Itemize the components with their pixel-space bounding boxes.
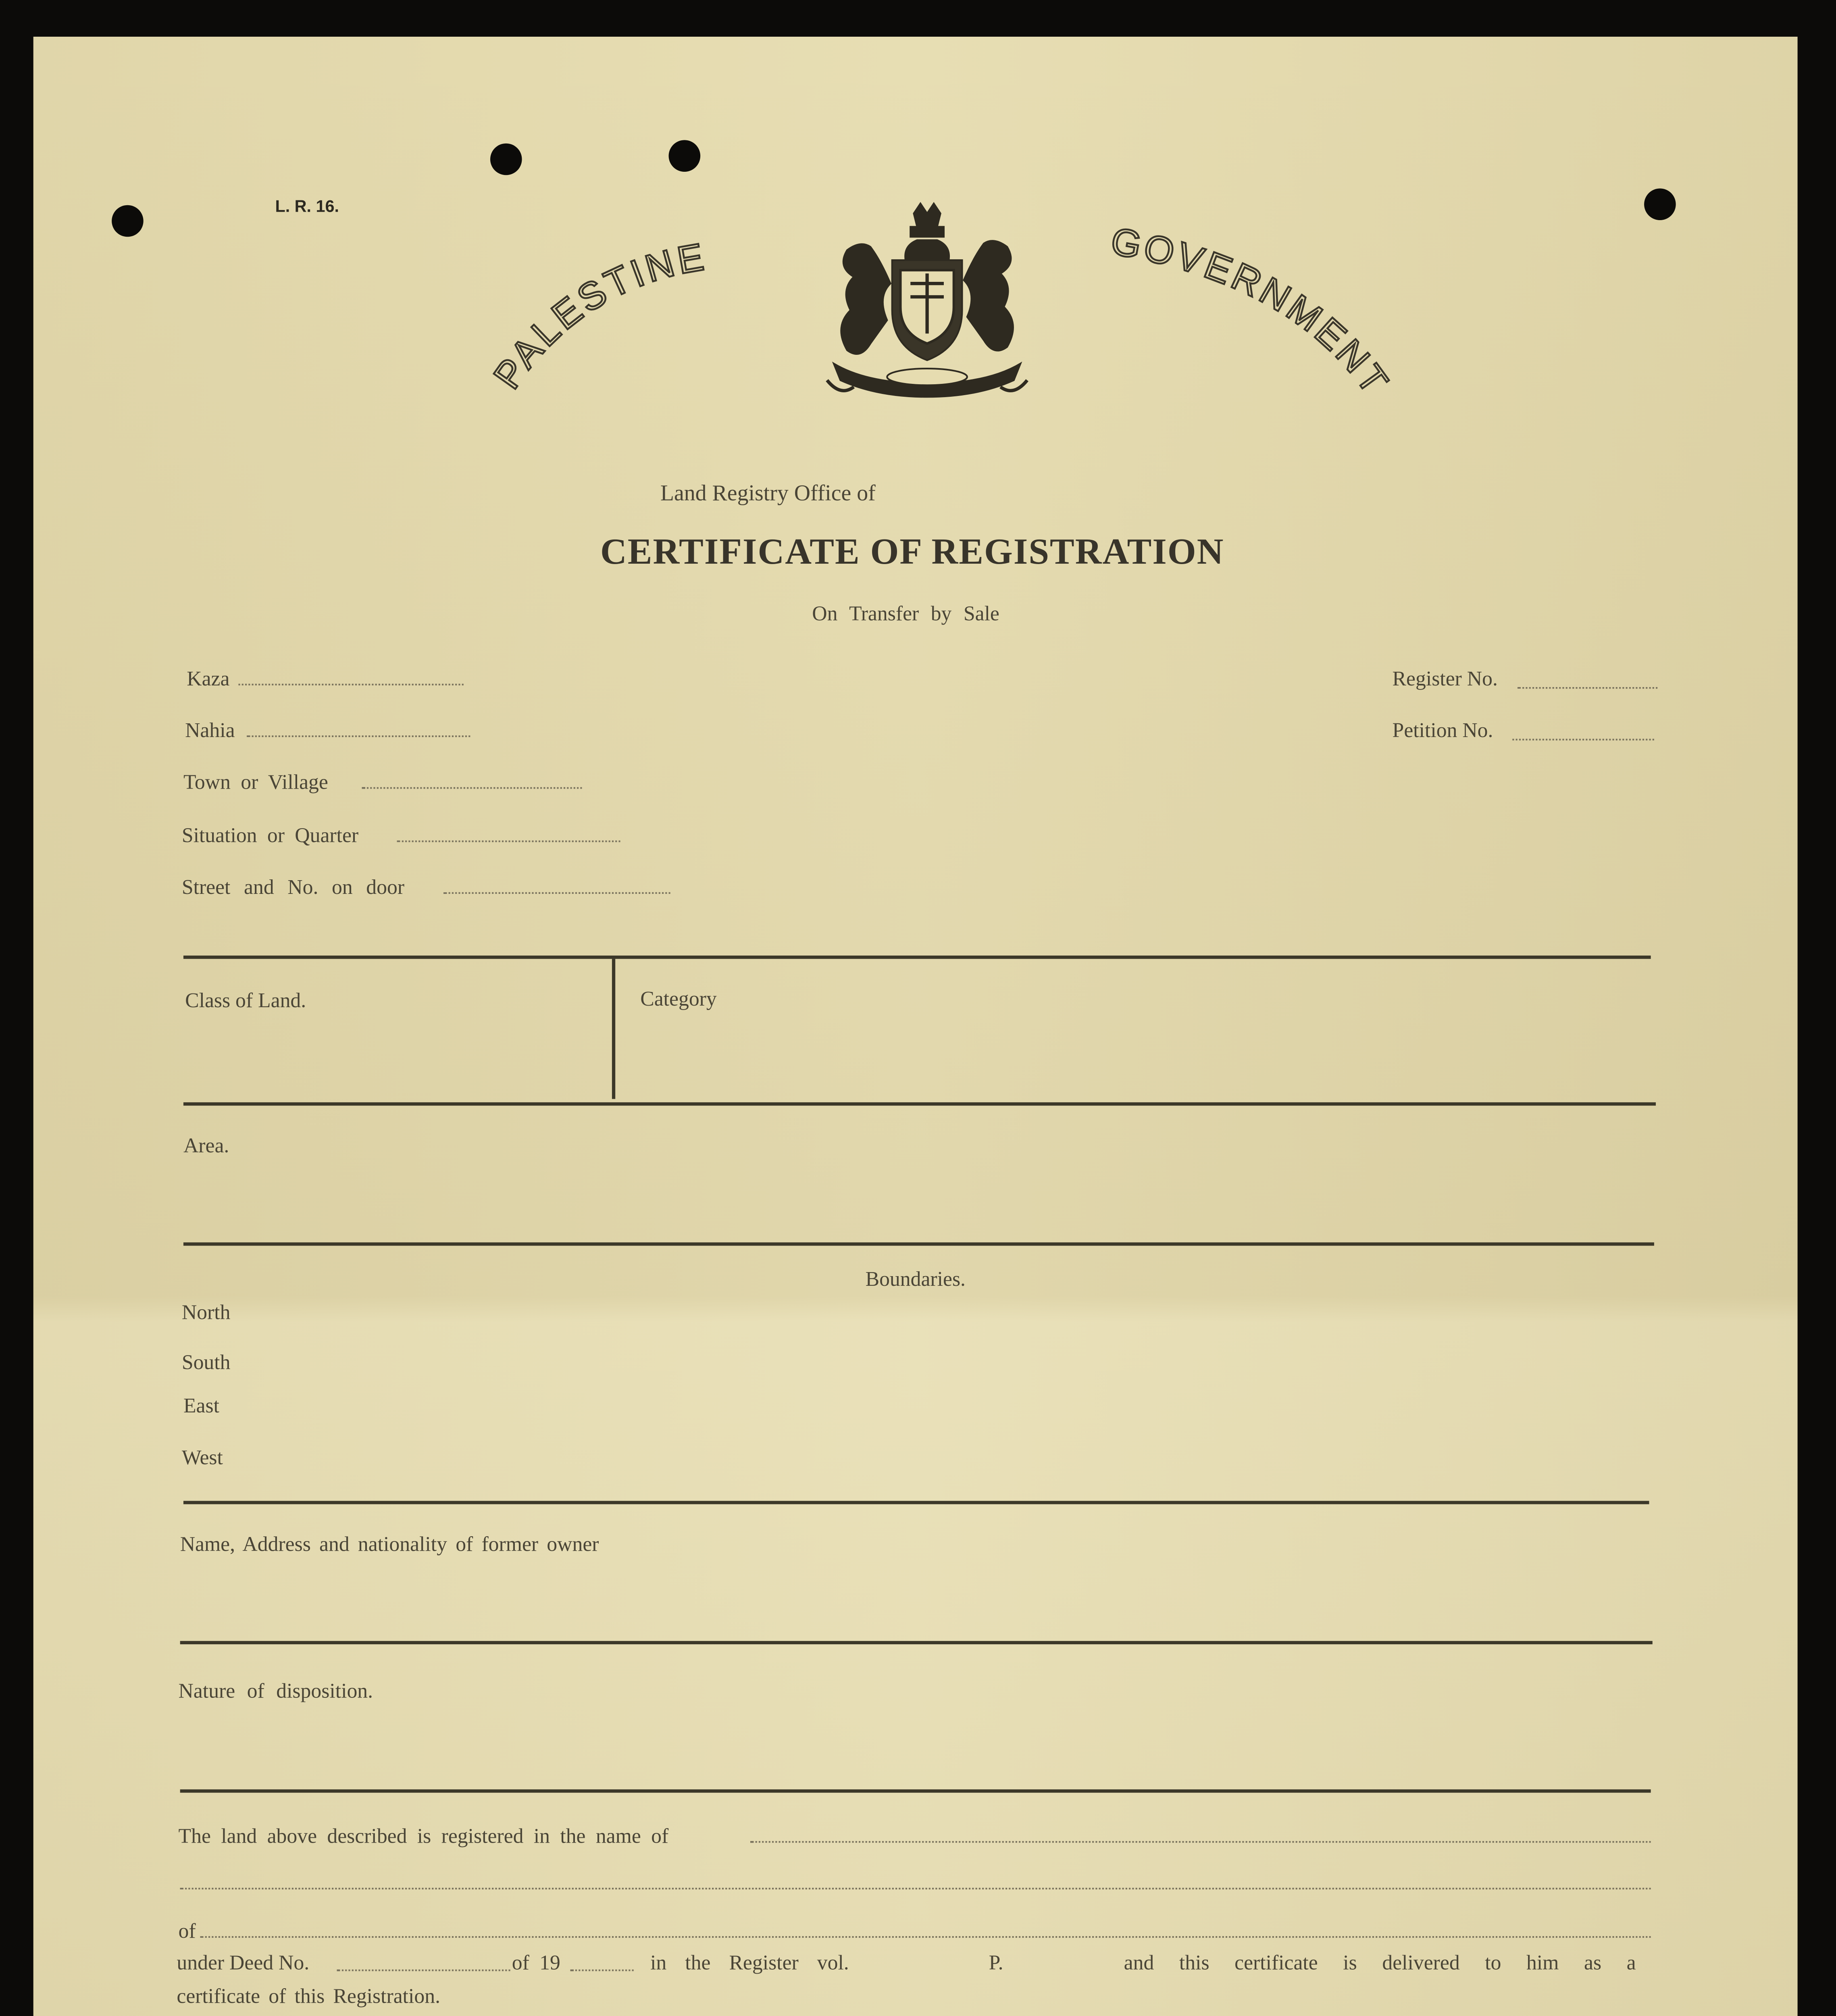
page-label: P.: [989, 1951, 1003, 1975]
situation-quarter-label: Situation or Quarter: [181, 824, 359, 848]
registered-name-field-cont[interactable]: [180, 1888, 1651, 1889]
boundary-west: West: [181, 1445, 223, 1469]
table-rule: [183, 1242, 1654, 1245]
category-label: Category: [640, 987, 717, 1011]
year-label: of 19: [512, 1951, 560, 1975]
nature-of-disposition-label: Nature of disposition.: [178, 1679, 373, 1703]
column-divider: [612, 959, 615, 1099]
boundaries-heading: Boundaries.: [865, 1267, 966, 1291]
form-code: L. R. 16.: [275, 198, 339, 217]
register-no-label: Register No.: [1392, 667, 1498, 691]
petition-no-label: Petition No.: [1392, 719, 1493, 742]
of-label: of: [178, 1919, 196, 1943]
class-of-land-label: Class of Land.: [185, 989, 306, 1012]
deed-no-label: under Deed No.: [177, 1951, 310, 1975]
page-title: CERTIFICATE OF REGISTRATION: [600, 530, 1224, 572]
delivered-text: and this certificate is delivered to him as a: [1124, 1951, 1636, 1975]
arch-left-text: PALESTINE: [485, 235, 710, 397]
table-rule: [183, 1102, 1656, 1106]
area-label: Area.: [183, 1134, 229, 1158]
nahia-field[interactable]: [247, 735, 470, 737]
kaza-label: Kaza: [187, 667, 230, 691]
street-door-label: Street and No. on door: [181, 875, 405, 899]
table-rule: [180, 1641, 1653, 1644]
boundary-east: East: [183, 1394, 220, 1418]
year-field[interactable]: [570, 1970, 634, 1971]
street-door-field[interactable]: [443, 892, 670, 894]
table-rule: [180, 1789, 1651, 1793]
deed-no-field[interactable]: [337, 1970, 510, 1971]
arch-right-text: GOVERNMENT: [1107, 219, 1398, 404]
registered-name-field[interactable]: [750, 1841, 1651, 1843]
register-no-field[interactable]: [1518, 687, 1657, 689]
boundary-south: South: [181, 1351, 231, 1375]
town-village-label: Town or Village: [183, 770, 328, 794]
table-rule: [183, 1501, 1649, 1504]
register-vol-label: in the Register vol.: [650, 1951, 849, 1975]
certificate-of-registration-text: certificate of this Registration.: [177, 1984, 441, 2008]
punch-hole: [112, 205, 144, 237]
town-village-field[interactable]: [362, 787, 582, 789]
former-owner-label: Name, Address and nationality of former owner: [180, 1532, 599, 1556]
nahia-label: Nahia: [185, 719, 235, 742]
situation-quarter-field[interactable]: [397, 841, 620, 842]
table-rule: [183, 956, 1651, 959]
kaza-field[interactable]: [238, 684, 463, 685]
of-field[interactable]: [200, 1936, 1651, 1938]
subtitle: On Transfer by Sale: [812, 602, 999, 625]
office-line: Land Registry Office of: [660, 480, 876, 506]
royal-coat-of-arms-emblem: [817, 197, 1037, 410]
boundary-north: North: [181, 1301, 231, 1324]
registered-name-label: The land above described is registered in the name of: [178, 1824, 669, 1848]
punch-hole: [1644, 188, 1676, 220]
petition-no-field[interactable]: [1512, 739, 1654, 740]
